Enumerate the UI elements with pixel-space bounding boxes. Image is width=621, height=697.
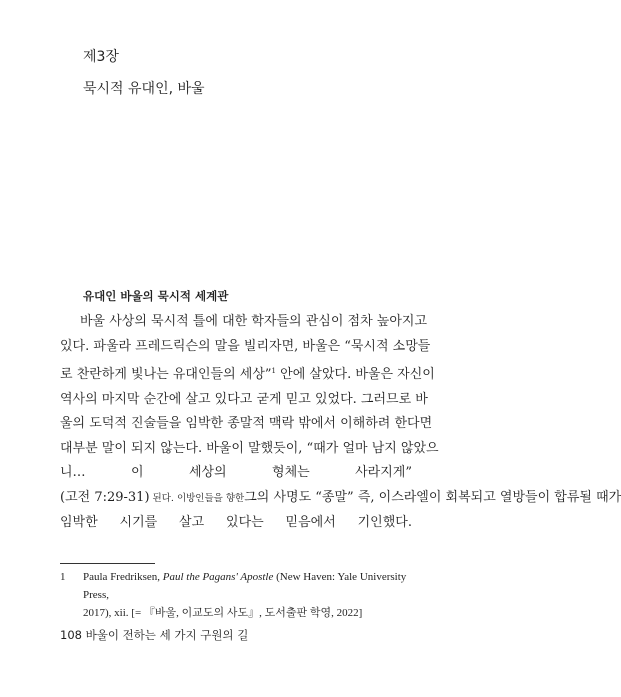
body-line-segment: 그의 사명도 “종말” 즉, 이스라엘이 회복되고 열방들이 합류될 때가 (244, 489, 621, 505)
footnote-divider (60, 563, 155, 564)
footnote (60, 568, 420, 622)
footnote-line2: 2017), xii. [= 『바울, 이교도의 사도』, 도서출판 학영, 2022] (83, 607, 363, 619)
footnote-publication: (New Haven: Yale University Press, (83, 571, 407, 601)
body-paragraph (60, 310, 621, 536)
footnote-number: 1 (60, 571, 66, 583)
footnote-text (83, 568, 420, 622)
section-heading: 유대인 바울의 묵시적 세계관 (83, 289, 229, 303)
body-line: 대부분 말이 되지 않는다. 바울이 말했듯이, “때가 얼마 남지 않았으 (60, 440, 439, 456)
body-line-segment: 안에 살았다. 바울은 자신이 (276, 367, 435, 382)
page-footer (60, 627, 248, 643)
body-line-segment: 로 찬란하게 빛나는 유대인들의 세상” (60, 367, 272, 382)
body-line: 있다. 파울라 프레드릭슨의 말을 빌리자면, 바울은 “묵시적 소망들 (60, 338, 431, 354)
body-line: 바울 사상의 묵시적 틀에 대한 학자들의 관심이 점차 높아지고 (80, 314, 428, 329)
chapter-number: 제3장 (83, 49, 119, 65)
body-line (60, 359, 435, 388)
body-line: 역사의 마지막 순간에 살고 있다고 굳게 믿고 있었다. 그러므로 바 (60, 391, 428, 407)
footnote-reference: 1 (271, 367, 277, 375)
running-title: 바울이 전하는 세 가지 구원의 길 (85, 628, 249, 642)
body-line: 니… 이 세상의 형체는 사라지게” (60, 465, 412, 480)
body-line: 임박한 시기를 살고 있다는 믿음에서 기인했다. (60, 515, 412, 530)
chapter-title: 묵시적 유대인, 바울 (83, 81, 205, 97)
body-line (60, 486, 621, 512)
scripture-citation: 된다. 이방인들을 향한 (149, 492, 245, 504)
body-line-segment: (고전 7:29-31) (60, 489, 150, 505)
footnote-book-title: Paul the Pagans' Apostle (162, 571, 274, 583)
footnote-author: Paula Fredriksen, (83, 571, 163, 583)
body-line: 울의 도덕적 진술들을 임박한 종말적 맥락 밖에서 이해하려 한다면 (60, 416, 433, 431)
page-number: 108 (60, 628, 82, 642)
